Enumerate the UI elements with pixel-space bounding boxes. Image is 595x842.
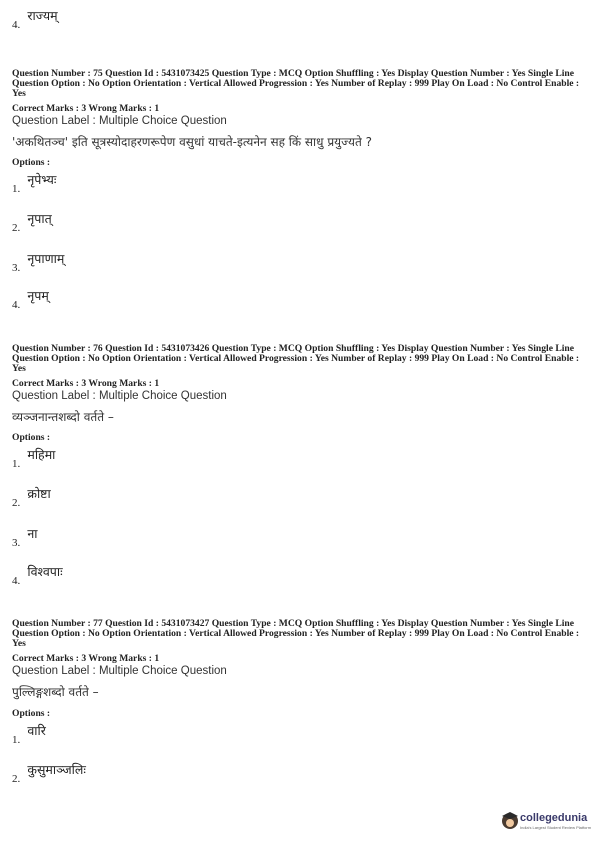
- option-number: 4.: [12, 299, 21, 311]
- option-text: कुसुमाञ्जलिः: [27, 762, 86, 777]
- option-number: 4.: [12, 19, 21, 31]
- option-number: 2.: [12, 773, 21, 785]
- option-number: 2.: [12, 497, 21, 509]
- options-heading: Options :: [12, 432, 51, 443]
- option-text: नृपेभ्यः: [27, 172, 57, 187]
- question-label: Question Label : Multiple Choice Question: [12, 665, 227, 677]
- option-number: 2.: [12, 222, 21, 234]
- option-item: [12, 564, 63, 587]
- option-item: [12, 288, 49, 311]
- option-item: [12, 486, 51, 509]
- option-item: [12, 172, 57, 195]
- option-text: नृपम्: [27, 288, 49, 303]
- question-marks: Correct Marks : 3 Wrong Marks : 1: [12, 653, 160, 664]
- logo-tagline: India's Largest Student Review Platform: [520, 825, 592, 830]
- option-text: वारि: [27, 723, 46, 738]
- option-number: 4.: [12, 575, 21, 587]
- question-text: 'अकथितञ्च' इति सूत्रस्योदाहरणरूपेण वसुधां याचते-इत्यनेन सह किं साधु प्रयुज्यते ?: [12, 135, 372, 149]
- question-label: Question Label : Multiple Choice Question: [12, 115, 227, 127]
- option-text: ना: [27, 526, 38, 541]
- option-item: [12, 8, 58, 31]
- option-number: 1.: [12, 183, 21, 195]
- logo-name: collegedunia: [520, 812, 588, 824]
- options-heading: Options :: [12, 157, 51, 168]
- question-meta: Question Number : 76 Question Id : 5431073426 Question Type : MCQ Option Shuffling : Yes Display Question Number : Yes Single Line Question Option : No Option Orientation : Vertical Allowed Progression : Yes Number of Replay : 999 Play On Load : No Control Enable : Yes: [12, 343, 580, 374]
- option-number: 1.: [12, 458, 21, 470]
- option-item: [12, 447, 56, 470]
- option-text: राज्यम्: [27, 8, 58, 23]
- option-text: महिमा: [27, 447, 56, 462]
- option-item: [12, 526, 38, 549]
- option-number: 3.: [12, 537, 21, 549]
- option-item: [12, 723, 46, 746]
- option-text: क्रोष्टा: [27, 486, 51, 501]
- option-text: नृपाणाम्: [27, 251, 65, 266]
- question-text: पुल्लिङ्गशब्दो वर्तते –: [12, 685, 99, 699]
- option-number: 1.: [12, 734, 21, 746]
- options-heading: Options :: [12, 708, 51, 719]
- option-item: [12, 211, 52, 234]
- option-item: [12, 762, 86, 785]
- option-item: [12, 251, 65, 274]
- question-marks: Correct Marks : 3 Wrong Marks : 1: [12, 103, 160, 114]
- question-text: व्यञ्जनान्तशब्दो वर्तते –: [12, 410, 114, 424]
- option-number: 3.: [12, 262, 21, 274]
- option-text: विश्वपाः: [27, 564, 63, 579]
- question-meta: Question Number : 77 Question Id : 5431073427 Question Type : MCQ Option Shuffling : Yes Display Question Number : Yes Single Line Question Option : No Option Orientation : Vertical Allowed Progression : Yes Number of Replay : 999 Play On Load : No Control Enable : Yes: [12, 618, 580, 649]
- option-text: नृपात्: [27, 211, 52, 226]
- question-marks: Correct Marks : 3 Wrong Marks : 1: [12, 378, 160, 389]
- question-label: Question Label : Multiple Choice Question: [12, 390, 227, 402]
- question-meta: Question Number : 75 Question Id : 5431073425 Question Type : MCQ Option Shuffling : Yes Display Question Number : Yes Single Line Question Option : No Option Orientation : Vertical Allowed Progression : Yes Number of Replay : 999 Play On Load : No Control Enable : Yes: [12, 68, 580, 99]
